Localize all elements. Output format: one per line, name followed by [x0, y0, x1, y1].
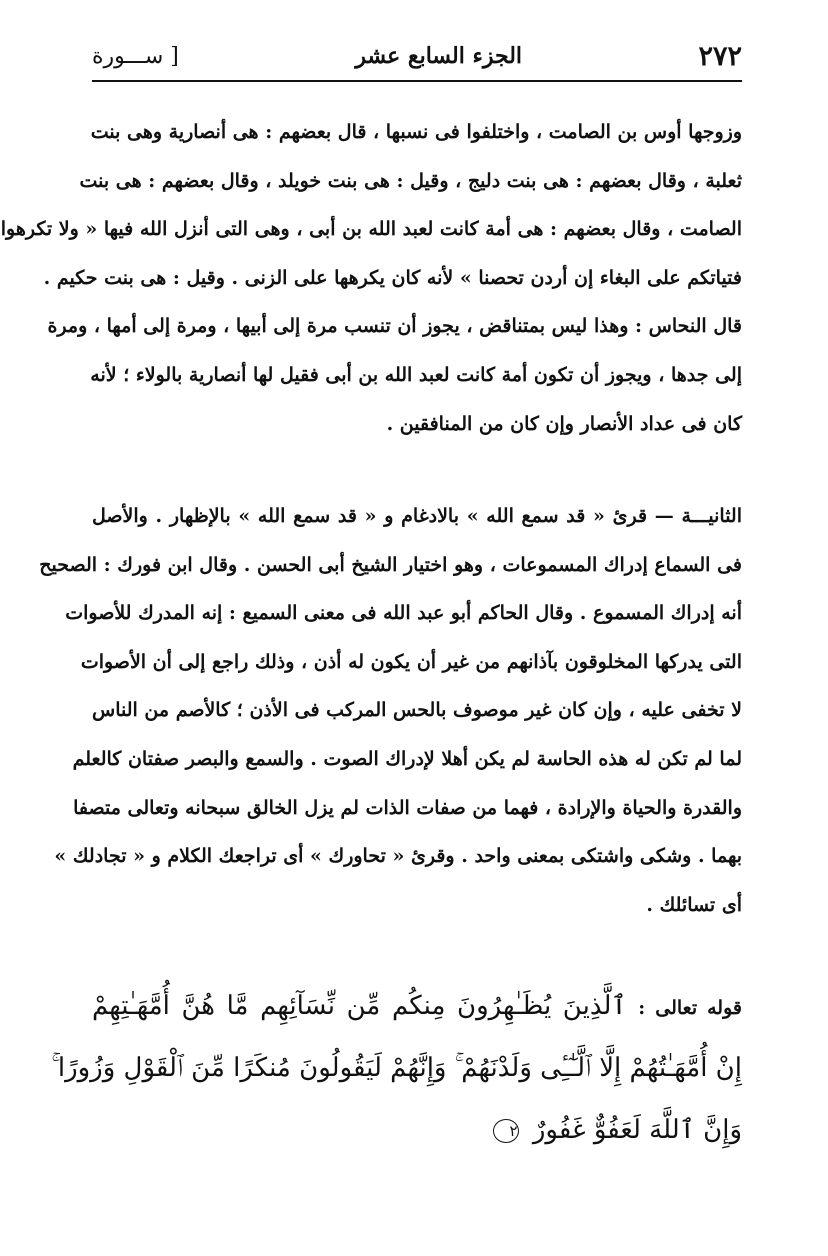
verse-line: [92, 975, 742, 1037]
text-line: لما لم تكن له هذه الحاسة لم يكن أهلا لإدراك الصوت . والسمع والبصر صفتان كالعلم: [72, 747, 742, 770]
text-line: الصامت ، وقال بعضهم : هى أمة كانت لعبد الله بن أبى ، وهى التى أنزل الله فيها « ولا تكرهوا: [0, 218, 742, 241]
text-line: وزوجها أوس بن الصامت ، واختلفوا فى نسبها ، قال بعضهم : هى أنصارية وهى بنت: [90, 121, 742, 143]
text-line: إلى جدها ، ويجوز أن تكون أمة كانت لعبد الله بن أبى فقيل لها أنصارية بالولاء ؛ لأنه: [90, 363, 742, 386]
text-line: لا تخفى عليه ، وإن كان غير موصوف بالحس المركب فى الأذن ؛ كالأصم من الناس: [92, 699, 742, 722]
paragraph-1: [0, 108, 742, 448]
text-line: ثعلبة ، وقال بعضهم : هى بنت دليج ، وقيل : هى بنت خويلد ، وقال بعضهم : هى بنت: [79, 169, 742, 192]
verse-line: [92, 1099, 742, 1161]
text-line: الثانيـــة — قرئ « قد سمع الله » بالادغام و « قد سمع الله » بالإظهار . والأصل: [92, 505, 742, 527]
text-line: بهما . وشكى واشتكى بمعنى واحد . وقرئ « تحاورك » أى تراجعك الكلام و « تجادلك »: [54, 845, 742, 868]
text-line: والقدرة والحياة والإرادة ، فهما من صفات الذات لم يزل الخالق سبحانه وتعالى متصفا: [73, 796, 742, 819]
page-number: ٢٧٢: [698, 40, 742, 72]
surah-label: [ ســـورة: [92, 43, 179, 69]
text-line: قال النحاس : وهذا ليس بمتناقض ، يجوز أن تنسب مرة إلى أبيها ، ومرة إلى أمها ، ومرة: [47, 315, 742, 338]
page-header: [92, 36, 742, 76]
text-line: فى السماع إدراك المسموعات ، وهو اختيار الشيخ أبى الحسن . وقال ابن فورك : الصحيح: [39, 553, 742, 576]
header-rule: [92, 80, 742, 82]
text-line: التى يدركها المخلوقون بآذانهم من غير أن يكون له أذن ، وذلك راجع إلى أن الأصوات: [80, 650, 742, 673]
verse-text: وَإِنَّ ٱللَّهَ لَعَفُوٌّ غَفُورٌ: [532, 1115, 742, 1145]
text-line: أى تسائلك .: [646, 893, 742, 916]
verse-text: ٱلَّذِينَ يُظَـٰهِرُونَ مِنكُم مِّن نِّسَآئِهِم مَّا هُنَّ أُمَّهَـٰتِهِمْ: [92, 991, 627, 1021]
ayah-number-marker: ٢: [493, 1119, 519, 1143]
running-title: الجزء السابع عشر: [355, 43, 523, 69]
text-line: أنه إدراك المسموع . وقال الحاكم أبو عبد الله فى معنى السميع : إنه المدرك للأصوات: [65, 602, 742, 625]
verse-intro: قوله تعالى :: [638, 997, 742, 1019]
verse-line: إِنْ أُمَّهَـٰتُهُمْ إِلَّا ٱلَّـٰٓـِٔى وَلَدْنَهُمْ ۚ وَإِنَّهُمْ لَيَقُولُونَ مُنكَرًا مِّنَ ٱلْقَوْلِ وَزُورًا ۚ: [51, 1053, 742, 1083]
paragraph-2: [39, 492, 742, 929]
quran-verse: [51, 975, 742, 1161]
text-line: فتياتكم على البغاء إن أردن تحصنا » لأنه كان يكرهها على الزنى . وقيل : هى بنت حكيم .: [43, 266, 742, 289]
text-line: كان فى عداد الأنصار وإن كان من المنافقين .: [386, 412, 742, 435]
